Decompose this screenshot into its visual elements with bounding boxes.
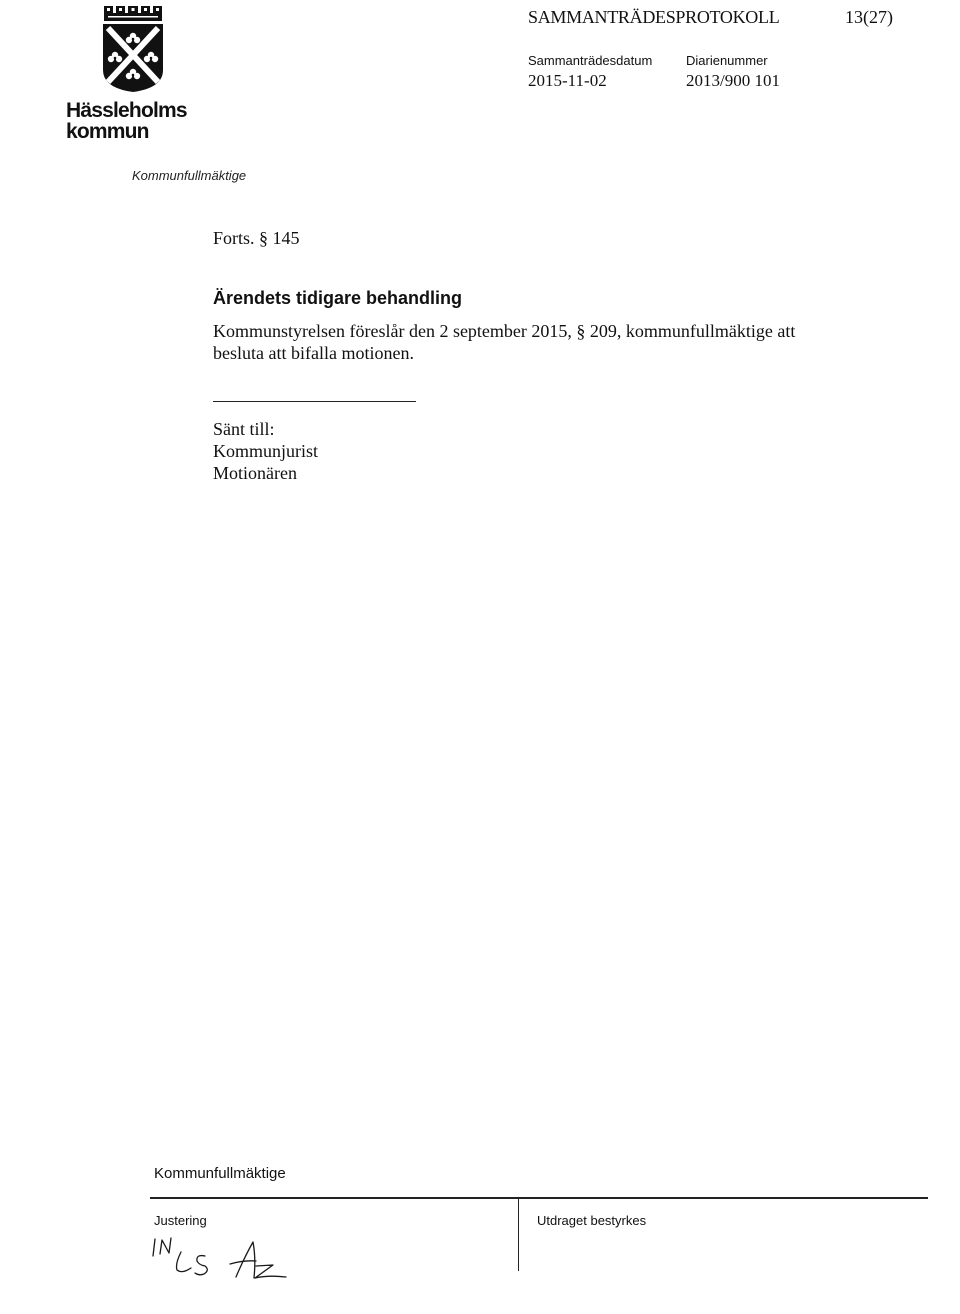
initials-signature-icon xyxy=(150,1230,300,1288)
footer-title: Kommunfullmäktige xyxy=(154,1165,286,1182)
logo-line-1: Hässleholms xyxy=(66,99,187,122)
page-number: 13(27) xyxy=(845,7,893,27)
municipal-crest-icon xyxy=(100,6,166,92)
meeting-date-label: Sammanträdesdatum xyxy=(528,53,653,68)
recipient: Kommunjurist xyxy=(213,441,319,461)
justering-label: Justering xyxy=(154,1213,207,1228)
continuation-reference: Forts. § 145 xyxy=(213,228,300,248)
section-heading: Ärendets tidigare behandling xyxy=(213,288,463,308)
case-number: 2013/900 101 xyxy=(686,71,780,90)
department-name: Kommunfullmäktige xyxy=(132,168,247,183)
sent-to-label: Sänt till: xyxy=(213,419,275,439)
municipality-logo xyxy=(66,100,216,142)
body-paragraph: Kommunstyrelsen föreslår den 2 september 2015, § 209, kommunfullmäktige att besluta att bifalla motionen. xyxy=(213,321,796,363)
distribution-list xyxy=(213,418,318,484)
footer-divider xyxy=(518,1197,519,1271)
extract-certified-label: Utdraget bestyrkes xyxy=(537,1213,647,1228)
meeting-date: 2015-11-02 xyxy=(528,71,607,90)
logo-line-2: kommun xyxy=(66,120,149,143)
footer-rule xyxy=(150,1197,928,1199)
document-title: SAMMANTRÄDESPROTOKOLL xyxy=(528,7,780,27)
recipient: Motionären xyxy=(213,463,297,483)
case-number-label: Diarienummer xyxy=(686,53,768,68)
separator-line xyxy=(213,401,416,402)
